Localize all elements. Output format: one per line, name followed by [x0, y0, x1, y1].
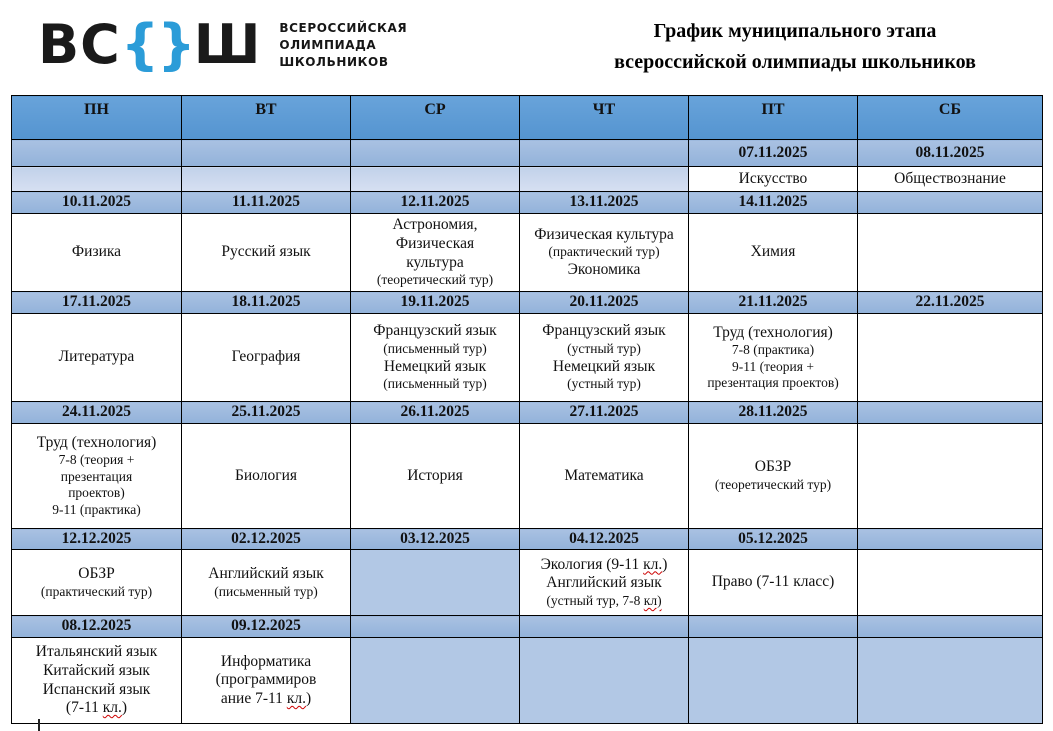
logo-caption-line: ОЛИМПИАДА [279, 37, 377, 52]
logo-caption-line: ШКОЛЬНИКОВ [279, 54, 389, 69]
subject-cell-r2-fri[interactable]: Искусство [689, 167, 858, 192]
subject-cell-r12-sat[interactable] [858, 638, 1043, 724]
subject-cell-r12-tue[interactable]: Информатика (программиров ание 7-11 кл.) [182, 638, 351, 724]
subject-cell-r4-wed[interactable]: Астрономия, Физическая культура (теоретический тур) [351, 214, 520, 292]
subject-cell-r6-tue[interactable]: География [182, 314, 351, 402]
date-cell-r1-wed[interactable] [351, 140, 520, 167]
subject-cell-r8-sat[interactable] [858, 424, 1043, 529]
day-header-sat: СБ [858, 96, 1043, 140]
date-cell-r5-tue[interactable]: 18.11.2025 [182, 292, 351, 314]
logo-caption [279, 20, 407, 71]
date-cell-r9-wed[interactable]: 03.12.2025 [351, 529, 520, 550]
logo-braces-icon: {} [120, 13, 194, 76]
date-cell-r9-sat[interactable] [858, 529, 1043, 550]
subject-cell-r4-thu[interactable]: Физическая культура (практический тур) Экономика [520, 214, 689, 292]
date-cell-r11-thu[interactable] [520, 616, 689, 638]
date-cell-r3-fri[interactable]: 14.11.2025 [689, 192, 858, 214]
spellcheck-underline: кл. [102, 699, 122, 717]
date-cell-r11-wed[interactable] [351, 616, 520, 638]
date-cell-r1-thu[interactable] [520, 140, 689, 167]
subject-cell-r8-wed[interactable]: История [351, 424, 520, 529]
date-cell-r9-thu[interactable]: 04.12.2025 [520, 529, 689, 550]
day-header-thu: ЧТ [520, 96, 689, 140]
date-cell-r3-mon[interactable]: 10.11.2025 [12, 192, 182, 214]
subject-cell-r8-fri[interactable]: ОБЗР (теоретический тур) [689, 424, 858, 529]
subject-cell-r4-tue[interactable]: Русский язык [182, 214, 351, 292]
subject-cell-r6-thu[interactable]: Французский язык (устный тур) Немецкий язык (устный тур) [520, 314, 689, 402]
date-cell-r5-fri[interactable]: 21.11.2025 [689, 292, 858, 314]
date-cell-r9-mon[interactable]: 12.12.2025 [12, 529, 182, 550]
page-title [545, 16, 1045, 78]
date-cell-r1-sat[interactable]: 08.11.2025 [858, 140, 1043, 167]
spellcheck-underline: кл. [643, 555, 663, 573]
date-cell-r5-sat[interactable]: 22.11.2025 [858, 292, 1043, 314]
subject-cell-r10-tue[interactable]: Английский язык (письменный тур) [182, 550, 351, 616]
date-cell-r5-wed[interactable]: 19.11.2025 [351, 292, 520, 314]
page-header [0, 0, 1053, 95]
date-cell-r7-tue[interactable]: 25.11.2025 [182, 402, 351, 424]
subject-cell-r10-mon[interactable]: ОБЗР (практический тур) [12, 550, 182, 616]
date-cell-r3-sat[interactable] [858, 192, 1043, 214]
date-cell-r1-tue[interactable] [182, 140, 351, 167]
subject-cell-r10-thu[interactable]: Экология (9-11 кл.) Английский язык (устный тур, 7-8 кл) [520, 550, 689, 616]
date-cell-r1-mon[interactable] [12, 140, 182, 167]
logo-wordmark [38, 13, 262, 76]
subject-cell-r8-tue[interactable]: Биология [182, 424, 351, 529]
subject-cell-r10-wed[interactable] [351, 550, 520, 616]
subject-cell-r6-wed[interactable]: Французский язык (письменный тур) Немецкий язык (письменный тур) [351, 314, 520, 402]
subject-cell-r2-sat[interactable]: Обществознание [858, 167, 1043, 192]
text-cursor [38, 719, 40, 731]
page-title-line1: График муниципального этапа [653, 20, 937, 42]
day-header-tue: ВТ [182, 96, 351, 140]
subject-cell-r10-sat[interactable] [858, 550, 1043, 616]
date-cell-r3-wed[interactable]: 12.11.2025 [351, 192, 520, 214]
subject-cell-r4-mon[interactable]: Физика [12, 214, 182, 292]
date-cell-r7-fri[interactable]: 28.11.2025 [689, 402, 858, 424]
subject-cell-r10-fri[interactable]: Право (7-11 класс) [689, 550, 858, 616]
subject-cell-r12-wed[interactable] [351, 638, 520, 724]
spellcheck-underline: кл) [643, 592, 662, 608]
date-cell-r5-thu[interactable]: 20.11.2025 [520, 292, 689, 314]
vsosh-logo [38, 13, 408, 76]
date-cell-r11-tue[interactable]: 09.12.2025 [182, 616, 351, 638]
subject-cell-r4-sat[interactable] [858, 214, 1043, 292]
subject-cell-r6-sat[interactable] [858, 314, 1043, 402]
schedule-table [11, 95, 1043, 724]
day-header-fri: ПТ [689, 96, 858, 140]
date-cell-r3-tue[interactable]: 11.11.2025 [182, 192, 351, 214]
day-header-mon: ПН [12, 96, 182, 140]
subject-cell-r12-thu[interactable] [520, 638, 689, 724]
date-cell-r7-mon[interactable]: 24.11.2025 [12, 402, 182, 424]
subject-cell-r8-thu[interactable]: Математика [520, 424, 689, 529]
spellcheck-underline: кл. [286, 689, 306, 707]
subject-cell-r2-mon[interactable] [12, 167, 182, 192]
logo-part2: Ш [193, 13, 262, 76]
logo-part1: ВС [38, 13, 121, 76]
subject-cell-r12-fri[interactable] [689, 638, 858, 724]
subject-cell-r2-thu[interactable] [520, 167, 689, 192]
date-cell-r9-fri[interactable]: 05.12.2025 [689, 529, 858, 550]
subject-cell-r2-wed[interactable] [351, 167, 520, 192]
date-cell-r11-fri[interactable] [689, 616, 858, 638]
subject-cell-r2-tue[interactable] [182, 167, 351, 192]
date-cell-r11-sat[interactable] [858, 616, 1043, 638]
subject-cell-r12-mon[interactable]: Итальянский язык Китайский язык Испанский язык (7-11 кл.) [12, 638, 182, 724]
date-cell-r7-wed[interactable]: 26.11.2025 [351, 402, 520, 424]
date-cell-r11-mon[interactable]: 08.12.2025 [12, 616, 182, 638]
date-cell-r7-thu[interactable]: 27.11.2025 [520, 402, 689, 424]
logo-caption-line: ВСЕРОССИЙСКАЯ [279, 20, 408, 35]
date-cell-r5-mon[interactable]: 17.11.2025 [12, 292, 182, 314]
subject-cell-r6-mon[interactable]: Литература [12, 314, 182, 402]
subject-cell-r8-mon[interactable]: Труд (технология) 7-8 (теория + презентация проектов) 9-11 (практика) [12, 424, 182, 529]
date-cell-r7-sat[interactable] [858, 402, 1043, 424]
subject-cell-r4-fri[interactable]: Химия [689, 214, 858, 292]
page-title-line2: всероссийской олимпиады школьников [614, 51, 976, 73]
date-cell-r3-thu[interactable]: 13.11.2025 [520, 192, 689, 214]
date-cell-r1-fri[interactable]: 07.11.2025 [689, 140, 858, 167]
date-cell-r9-tue[interactable]: 02.12.2025 [182, 529, 351, 550]
subject-cell-r6-fri[interactable]: Труд (технология) 7-8 (практика) 9-11 (теория + презентация проектов) [689, 314, 858, 402]
day-header-wed: СР [351, 96, 520, 140]
